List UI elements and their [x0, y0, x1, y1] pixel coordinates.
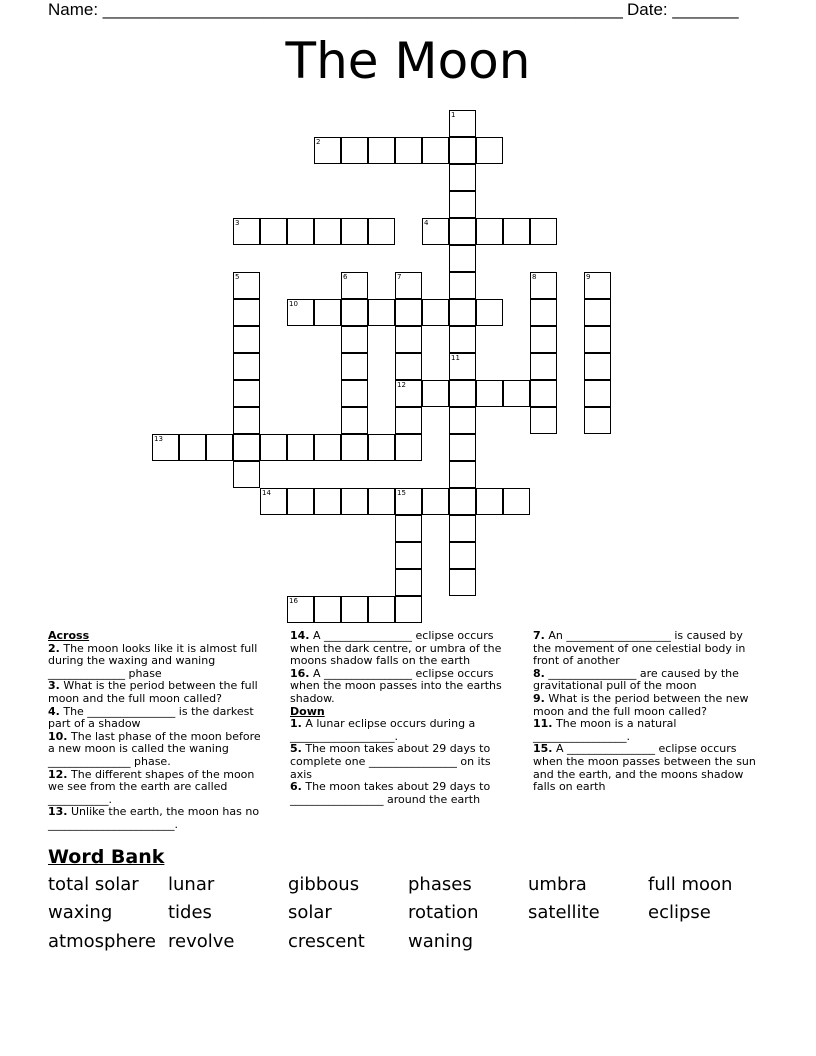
across-clue-12: 12. The different shapes of the moon we see from the earth are called ___________. — [48, 767, 255, 806]
across-clue-2: 2. The moon looks like it is almost full during the waxing and waning ______________ phase — [48, 641, 258, 680]
word-bank-word: crescent — [288, 931, 365, 952]
crossword-cell[interactable] — [449, 434, 476, 461]
crossword-cell[interactable] — [449, 272, 476, 299]
crossword-cell[interactable] — [341, 488, 368, 515]
word-bank-word: waning — [408, 931, 473, 952]
crossword-cell[interactable] — [341, 407, 368, 434]
crossword-cell[interactable] — [395, 488, 422, 515]
word-bank-title: Word Bank — [48, 846, 165, 868]
crossword-cell[interactable] — [476, 380, 503, 407]
crossword-cell[interactable] — [395, 137, 422, 164]
across-clue-3: 3. What is the period between the full moon and the full moon called? — [48, 679, 258, 705]
cell-number: 10 — [289, 300, 298, 308]
crossword-cell[interactable] — [422, 299, 449, 326]
down-heading: Down — [290, 704, 325, 718]
across-clue-13: 13. Unlike the earth, the moon has no _______________________. — [48, 805, 260, 831]
crossword-cell[interactable] — [449, 299, 476, 326]
crossword-cell[interactable] — [449, 515, 476, 542]
crossword-cell[interactable] — [233, 407, 260, 434]
crossword-cell[interactable] — [584, 299, 611, 326]
crossword-cell[interactable] — [530, 407, 557, 434]
crossword-cell[interactable] — [287, 488, 314, 515]
crossword-cell[interactable] — [422, 218, 449, 245]
down-clue-1: 1. A lunar eclipse occurs during a ___________________. — [290, 717, 476, 743]
crossword-cell[interactable] — [341, 380, 368, 407]
name-field[interactable]: Name: _______________________________________________________ — [48, 0, 623, 19]
word-bank-word: waxing — [48, 902, 113, 923]
crossword-cell[interactable] — [449, 326, 476, 353]
crossword-cell[interactable] — [395, 569, 422, 596]
down-clue-11: 11. The moon is a natural _________________. — [533, 717, 677, 743]
word-bank-word: rotation — [408, 902, 479, 923]
word-bank-word: total solar — [48, 874, 139, 895]
cell-number: 13 — [154, 435, 163, 443]
crossword-cell[interactable] — [449, 110, 476, 137]
crossword-cell[interactable] — [314, 488, 341, 515]
crossword-cell[interactable] — [584, 326, 611, 353]
crossword-cell[interactable] — [476, 137, 503, 164]
crossword-cell[interactable] — [395, 380, 422, 407]
crossword-cell[interactable] — [449, 191, 476, 218]
crossword-cell[interactable] — [449, 407, 476, 434]
cell-number: 8 — [532, 273, 537, 281]
across-clue-14: 14. A ________________ eclipse occurs when the dark centre, or umbra of the moons shadow falls on the earth — [290, 629, 502, 668]
crossword-cell[interactable] — [287, 596, 314, 623]
crossword-cell[interactable] — [341, 353, 368, 380]
crossword-cell[interactable] — [449, 461, 476, 488]
cell-number: 3 — [235, 219, 240, 227]
crossword-cell[interactable] — [530, 299, 557, 326]
crossword-cell[interactable] — [530, 353, 557, 380]
cell-number: 14 — [262, 489, 271, 497]
crossword-cell[interactable] — [476, 488, 503, 515]
crossword-cell[interactable] — [530, 272, 557, 299]
crossword-cell[interactable] — [395, 299, 422, 326]
cell-number: 16 — [289, 597, 298, 605]
crossword-cell[interactable] — [530, 380, 557, 407]
crossword-cell[interactable] — [449, 380, 476, 407]
across-clue-10: 10. The last phase of the moon before a new moon is called the waning _______________ phase. — [48, 729, 261, 768]
crossword-cell[interactable] — [341, 434, 368, 461]
clues-column-3 — [533, 630, 761, 794]
cell-number: 4 — [424, 219, 429, 227]
crossword-cell[interactable] — [449, 137, 476, 164]
crossword-cell[interactable] — [395, 353, 422, 380]
crossword-cell[interactable] — [449, 542, 476, 569]
crossword-cell[interactable] — [584, 380, 611, 407]
crossword-cell[interactable] — [314, 137, 341, 164]
crossword-cell[interactable] — [179, 434, 206, 461]
crossword-cell[interactable] — [503, 380, 530, 407]
crossword-cell[interactable] — [341, 272, 368, 299]
crossword-cell[interactable] — [395, 542, 422, 569]
crossword-cell[interactable] — [449, 218, 476, 245]
crossword-cell[interactable] — [233, 380, 260, 407]
crossword-cell[interactable] — [422, 137, 449, 164]
crossword-cell[interactable] — [233, 218, 260, 245]
crossword-cell[interactable] — [395, 272, 422, 299]
crossword-cell[interactable] — [503, 218, 530, 245]
crossword-cell[interactable] — [287, 299, 314, 326]
word-bank-word: lunar — [168, 874, 215, 895]
crossword-cell[interactable] — [233, 353, 260, 380]
crossword-cell[interactable] — [341, 326, 368, 353]
crossword-cell[interactable] — [314, 596, 341, 623]
down-clue-5: 5. The moon takes about 29 days to complete one ________________ on its axis — [290, 742, 491, 781]
cell-number: 1 — [451, 111, 456, 119]
down-clue-7: 7. An ___________________ is caused by the movement of one celestial body in front of another — [533, 629, 746, 668]
crossword-cell[interactable] — [395, 434, 422, 461]
crossword-cell[interactable] — [395, 326, 422, 353]
crossword-cell[interactable] — [287, 434, 314, 461]
down-clue-15: 15. A ________________ eclipse occurs when the moon passes between the sun and the earth, and the moons shadow falls on earth — [533, 742, 756, 794]
cell-number: 5 — [235, 273, 240, 281]
word-bank-word: satellite — [528, 902, 600, 923]
crossword-cell[interactable] — [449, 353, 476, 380]
across-clue-4: 4. The ________________ is the darkest part of a shadow — [48, 704, 254, 731]
word-bank-word: umbra — [528, 874, 587, 895]
down-clue-6: 6. The moon takes about 29 days to _________________ around the earth — [290, 780, 491, 806]
crossword-cell[interactable] — [206, 434, 233, 461]
crossword-cell[interactable] — [395, 596, 422, 623]
crossword-cell[interactable] — [233, 461, 260, 488]
word-bank-word: solar — [288, 902, 332, 923]
word-bank-word: tides — [168, 902, 212, 923]
crossword-cell[interactable] — [584, 407, 611, 434]
crossword-cell[interactable] — [449, 569, 476, 596]
cell-number: 9 — [586, 273, 591, 281]
crossword-cell[interactable] — [368, 299, 395, 326]
crossword-cell[interactable] — [341, 299, 368, 326]
crossword-cell[interactable] — [341, 137, 368, 164]
clues-column-2 — [290, 630, 516, 806]
crossword-cell[interactable] — [584, 353, 611, 380]
crossword-cell[interactable] — [530, 326, 557, 353]
crossword-cell[interactable] — [368, 596, 395, 623]
crossword-cell[interactable] — [449, 488, 476, 515]
word-bank-word: atmosphere — [48, 931, 156, 952]
crossword-cell[interactable] — [233, 272, 260, 299]
crossword-cell[interactable] — [449, 245, 476, 272]
word-bank-word: eclipse — [648, 902, 711, 923]
crossword-cell[interactable] — [233, 299, 260, 326]
crossword-cell[interactable] — [152, 434, 179, 461]
across-clue-16: 16. A ________________ eclipse occurs when the moon passes into the earths shadow. — [290, 666, 502, 705]
across-heading: Across — [48, 629, 90, 642]
crossword-cell[interactable] — [449, 164, 476, 191]
crossword-cell[interactable] — [260, 434, 287, 461]
crossword-cell[interactable] — [503, 488, 530, 515]
crossword-cell[interactable] — [233, 326, 260, 353]
crossword-cell[interactable] — [233, 434, 260, 461]
cell-number: 7 — [397, 273, 402, 281]
crossword-cell[interactable] — [314, 434, 341, 461]
crossword-cell[interactable] — [368, 434, 395, 461]
crossword-cell[interactable] — [422, 488, 449, 515]
crossword-cell[interactable] — [368, 488, 395, 515]
crossword-cell[interactable] — [314, 299, 341, 326]
word-bank-word: phases — [408, 874, 472, 895]
crossword-cell[interactable] — [476, 218, 503, 245]
date-field[interactable]: Date: _______ — [627, 0, 739, 19]
page-title: The Moon — [285, 32, 531, 90]
cell-number: 12 — [397, 381, 406, 389]
down-clue-9: 9. What is the period between the new moon and the full moon called? — [533, 691, 749, 718]
crossword-cell[interactable] — [341, 218, 368, 245]
down-clue-8: 8. ________________ are caused by the gravitational pull of the moon — [533, 666, 739, 693]
crossword-cell[interactable] — [395, 407, 422, 434]
crossword-cell[interactable] — [395, 515, 422, 542]
word-bank-word: full moon — [648, 874, 733, 895]
crossword-cell[interactable] — [584, 272, 611, 299]
crossword-cell[interactable] — [368, 218, 395, 245]
crossword-cell[interactable] — [368, 137, 395, 164]
crossword-cell[interactable] — [260, 218, 287, 245]
crossword-cell[interactable] — [314, 218, 341, 245]
crossword-cell[interactable] — [530, 218, 557, 245]
crossword-cell[interactable] — [422, 380, 449, 407]
crossword-cell[interactable] — [260, 488, 287, 515]
cell-number: 15 — [397, 489, 406, 497]
crossword-cell[interactable] — [341, 596, 368, 623]
cell-number: 2 — [316, 138, 321, 146]
clues-column-1 — [48, 630, 270, 832]
word-bank-word: revolve — [168, 931, 235, 952]
crossword-cell[interactable] — [476, 299, 503, 326]
crossword-cell[interactable] — [287, 218, 314, 245]
cell-number: 6 — [343, 273, 348, 281]
cell-number: 11 — [451, 354, 460, 362]
word-bank-word: gibbous — [288, 874, 360, 895]
